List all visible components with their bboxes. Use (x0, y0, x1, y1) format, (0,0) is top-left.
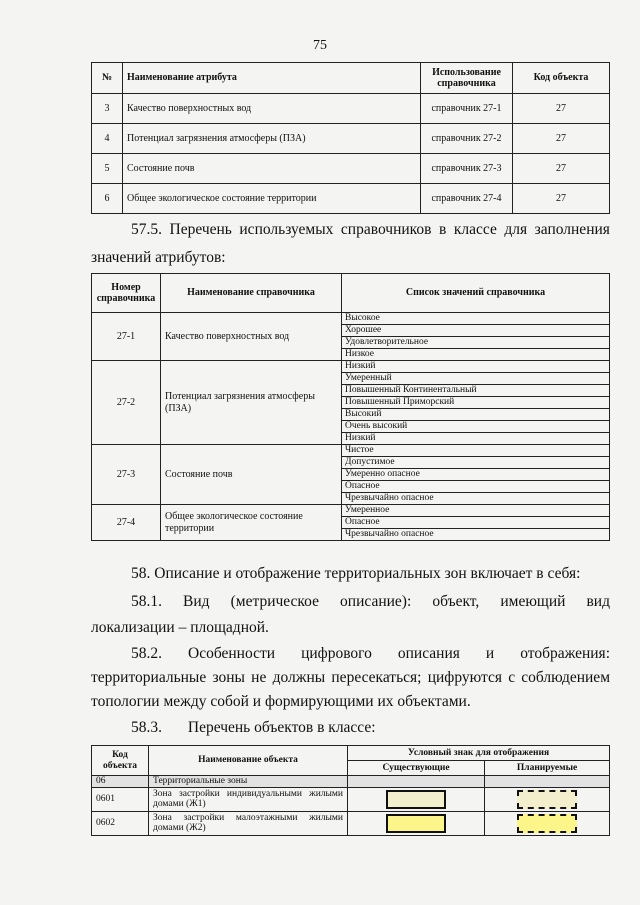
table-cell: справочник 27-3 (421, 154, 513, 184)
table-row (92, 313, 610, 325)
table-cell: 27 (513, 184, 610, 214)
word: пересекаться; (331, 669, 422, 686)
table-cell: справочник 27-2 (421, 124, 513, 154)
col-header-object-name: Наименование объекта (149, 746, 348, 776)
col-header-ref-values: Список значений справочника (342, 274, 610, 313)
reference-code: 27-3 (92, 445, 161, 505)
object-code: 06 (92, 776, 149, 788)
reference-value: Опасное (342, 517, 610, 529)
table-cell: 3 (92, 94, 123, 124)
paragraph-57-5-line1 (91, 222, 610, 238)
object-name: Зона застройки индивидуальными жилыми домами (Ж1) (149, 787, 348, 811)
table-row (92, 787, 610, 811)
word: цифрового (301, 645, 372, 662)
existing-symbol-cell (348, 776, 485, 788)
table-cell: 4 (92, 124, 123, 154)
word: описание): (340, 593, 412, 610)
reference-value: Повышенный Приморский (342, 397, 610, 409)
paragraph-58: 58. Описание и отображение территориальных зон включает в себя: (131, 565, 581, 582)
word: описания (397, 645, 460, 662)
table-cell: справочник 27-4 (421, 184, 513, 214)
paragraph-number: 58.1. (131, 593, 162, 610)
table-header-row (92, 274, 610, 313)
table-cell: Общее экологическое состояние территории (123, 184, 421, 214)
col-header-ref-number: Номер справочника (92, 274, 161, 313)
object-code: 0601 (92, 787, 149, 811)
paragraph-57-5-line2: значений атрибутов: (91, 249, 226, 266)
table-header-row (92, 746, 610, 761)
paragraph-number: 58.3. (131, 719, 162, 736)
paragraph-58-2-line2 (91, 670, 610, 686)
reference-value: Чрезвычайно опасное (342, 529, 610, 541)
object-code: 0602 (92, 811, 149, 835)
table-row (92, 811, 610, 835)
table-header-row (92, 63, 610, 94)
table-cell: 5 (92, 154, 123, 184)
existing-symbol-cell (348, 787, 485, 811)
table-cell: Качество поверхностных вод (123, 94, 421, 124)
existing-zone-symbol (386, 790, 446, 809)
paragraph-number: 58.2. (131, 645, 162, 662)
word: зоны (212, 669, 245, 686)
reference-value: Чрезвычайно опасное (342, 493, 610, 505)
reference-name: Общее экологическое состояние территории (161, 505, 342, 541)
table-cell: справочник 27-1 (421, 94, 513, 124)
planned-zone-symbol (517, 790, 577, 809)
reference-name: Потенциал загрязнения атмосферы (ПЗА) (161, 361, 342, 445)
objects-table (91, 745, 610, 836)
table-cell: Состояние почв (123, 154, 421, 184)
reference-value: Чистое (342, 445, 610, 457)
word: должны (272, 669, 326, 686)
reference-value: Низкий (342, 433, 610, 445)
table-row (92, 124, 610, 154)
col-header-object-code: Код объекта (513, 63, 610, 94)
paragraph-text: Перечень объектов в классе: (187, 719, 376, 736)
object-name: Зона застройки малоэтажными жилыми домами (Ж2) (149, 811, 348, 835)
reference-value: Допустимое (342, 457, 610, 469)
word: справочников (340, 221, 432, 238)
word: вид (586, 593, 610, 610)
reference-name: Качество поверхностных вод (161, 313, 342, 361)
col-header-planned: Планируемые (485, 761, 610, 776)
reference-value: Низкое (342, 349, 610, 361)
reference-value: Повышенный Континентальный (342, 385, 610, 397)
paragraph-58-1-line1 (91, 594, 610, 610)
word: цифруются (427, 669, 502, 686)
page-number: 75 (313, 38, 327, 53)
col-header-reference: Использование справочника (421, 63, 513, 94)
word: Особенности (188, 645, 276, 662)
word: (метрическое (230, 593, 319, 610)
table-row (92, 505, 610, 517)
paragraph-58-3 (131, 720, 376, 736)
word: территориальные (91, 669, 207, 686)
col-header-symbol: Условный знак для отображения (348, 746, 610, 761)
table-cell: 27 (513, 124, 610, 154)
word: с (508, 669, 516, 686)
paragraph-58-2-line1 (91, 646, 610, 662)
reference-value: Очень высокий (342, 421, 610, 433)
word: Перечень (169, 221, 232, 238)
table-row (92, 154, 610, 184)
reference-name: Состояние почв (161, 445, 342, 505)
paragraph-58-2-line3: топологии между собой и формирующими их объектами. (91, 693, 471, 710)
word: для (504, 221, 528, 238)
reference-code: 27-1 (92, 313, 161, 361)
reference-value: Умеренный (342, 373, 610, 385)
word: имеющий (500, 593, 566, 610)
word: заполнения (534, 221, 610, 238)
existing-zone-symbol (386, 814, 446, 833)
reference-value: Умеренно опасное (342, 469, 610, 481)
group-row (92, 776, 610, 788)
word: отображения: (520, 645, 610, 662)
planned-symbol-cell (485, 776, 610, 788)
reference-value: Удовлетворительное (342, 337, 610, 349)
reference-value: Высокое (342, 313, 610, 325)
reference-value: Низкий (342, 361, 610, 373)
object-name: Территориальные зоны (149, 776, 348, 788)
planned-symbol-cell (485, 787, 610, 811)
col-header-code: Код объекта (92, 746, 149, 776)
col-header-existing: Существующие (348, 761, 485, 776)
reference-table (91, 273, 610, 541)
table-cell: 27 (513, 94, 610, 124)
table-cell: 27 (513, 154, 610, 184)
table-row (92, 94, 610, 124)
word: и (485, 645, 495, 662)
word: Вид (183, 593, 210, 610)
table-row (92, 445, 610, 457)
table-cell: Потенциал загрязнения атмосферы (ПЗА) (123, 124, 421, 154)
reference-value: Умеренное (342, 505, 610, 517)
paragraph-58-1-line2: локализации – площадной. (91, 619, 269, 636)
reference-code: 27-2 (92, 361, 161, 445)
reference-value: Высокий (342, 409, 610, 421)
col-header-ref-name: Наименование справочника (161, 274, 342, 313)
col-header-attribute: Наименование атрибута (123, 63, 421, 94)
word: объект, (432, 593, 480, 610)
word: в (439, 221, 447, 238)
attributes-table (91, 62, 610, 214)
table-row (92, 361, 610, 373)
table-row (92, 184, 610, 214)
planned-symbol-cell (485, 811, 610, 835)
planned-zone-symbol (517, 814, 577, 833)
existing-symbol-cell (348, 811, 485, 835)
reference-value: Опасное (342, 481, 610, 493)
paragraph-number: 57.5. (131, 221, 162, 238)
col-header-number: № (92, 63, 123, 94)
word: используемых (239, 221, 334, 238)
reference-value: Хорошее (342, 325, 610, 337)
word: соблюдением (521, 669, 610, 686)
word: классе (453, 221, 497, 238)
table-cell: 6 (92, 184, 123, 214)
reference-code: 27-4 (92, 505, 161, 541)
word: не (251, 669, 267, 686)
